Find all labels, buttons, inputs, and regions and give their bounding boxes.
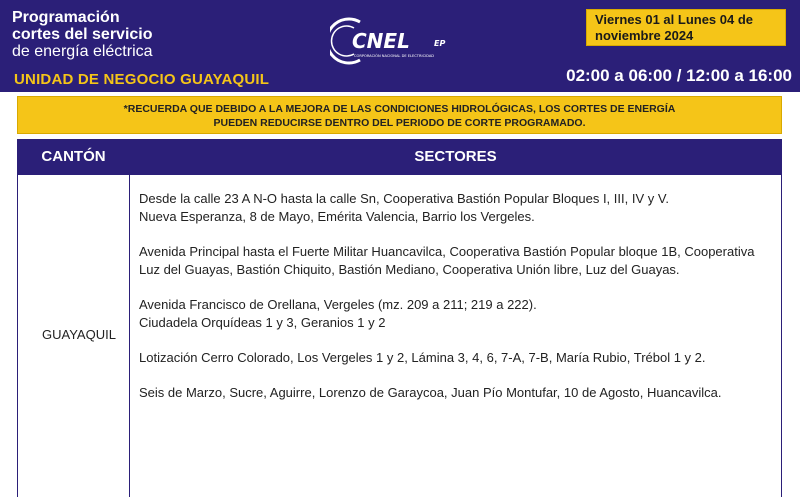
cnel-logo <box>330 16 470 66</box>
logo-suffix: EP <box>434 39 446 48</box>
sector-line: Nueva Esperanza, 8 de Mayo, Emérita Valencia, Barrio los Vergeles. <box>139 209 535 224</box>
title-line-2: cortes del servicio <box>12 26 153 43</box>
canton-cell: GUAYAQUIL <box>42 327 116 342</box>
column-divider <box>129 140 130 497</box>
sector-group <box>139 243 775 279</box>
time-slots: 02:00 a 06:00 / 12:00 a 16:00 <box>566 66 792 85</box>
sector-group <box>139 384 775 402</box>
notice-line-1: *RECUERDA QUE DEBIDO A LA MEJORA DE LAS CONDICIONES HIDROLÓGICAS, LOS CORTES DE ENERGÍA <box>123 103 676 115</box>
notice-banner <box>17 96 782 134</box>
sector-line: Lotización Cerro Colorado, Los Vergeles 1 y 2, Lámina 3, 4, 6, 7-A, 7-B, María Rubio, Trébol 1 y 2. <box>139 350 706 365</box>
business-unit: UNIDAD DE NEGOCIO GUAYAQUIL <box>14 71 270 88</box>
sectores-cell <box>139 190 775 419</box>
sector-line: Avenida Francisco de Orellana, Vergeles (mz. 209 a 211; 219 a 222). <box>139 297 537 312</box>
page-title <box>12 9 153 60</box>
sector-line: Avenida Principal hasta el Fuerte Militar Huancavilca, Cooperativa Bastión Popular bloque 1B, Cooperativa <box>139 244 755 259</box>
date-range: Viernes 01 al Lunes 04 de noviembre 2024 <box>586 9 786 46</box>
logo-subtitle: CORPORACIÓN NACIONAL DE ELECTRICIDAD <box>354 54 435 58</box>
title-line-1: Programación <box>12 9 120 26</box>
sector-group <box>139 349 775 367</box>
header-canton: CANTÓN <box>18 140 129 175</box>
sector-group <box>139 296 775 332</box>
sector-line: Seis de Marzo, Sucre, Aguirre, Lorenzo de Garaycoa, Juan Pío Montufar, 10 de Agosto, Huancavilca. <box>139 385 722 400</box>
sector-line: Ciudadela Orquídeas 1 y 3, Geranios 1 y 2 <box>139 315 386 330</box>
sector-line: Luz del Guayas, Bastión Chiquito, Bastión Mediano, Cooperativa Unión libre, Luz del Guayas. <box>139 262 680 277</box>
header-bar <box>0 0 800 92</box>
sector-line: Desde la calle 23 A N-O hasta la calle Sn, Cooperativa Bastión Popular Bloques I, III, IV y V. <box>139 191 669 206</box>
header-sectores: SECTORES <box>130 140 781 175</box>
outage-table <box>17 139 782 497</box>
notice-line-2: PUEDEN REDUCIRSE DENTRO DEL PERIODO DE CORTE PROGRAMADO. <box>213 117 586 129</box>
logo-text: CNEL <box>352 29 410 53</box>
title-line-3: de energía eléctrica <box>12 43 153 60</box>
sector-group <box>139 190 775 226</box>
